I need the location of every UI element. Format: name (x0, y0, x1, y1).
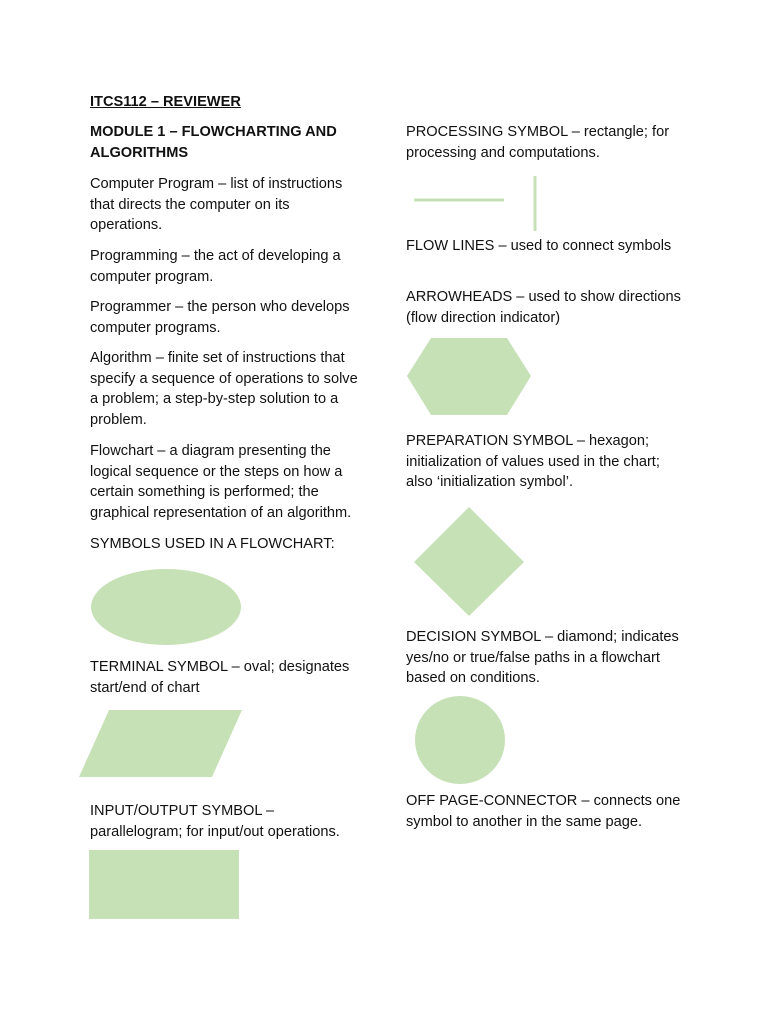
flow-lines-description: FLOW LINES – used to connect symbols (406, 238, 672, 254)
document-title: ITCS112 – REVIEWER (90, 94, 241, 110)
decision-symbol-description: DECISION SYMBOL – diamond; indicates yes/no or true/false paths in a flowchart based on conditions. (406, 629, 679, 687)
terminal-symbol-description: TERMINAL SYMBOL – oval; designates start/end of chart (90, 659, 350, 696)
diamond (414, 507, 524, 616)
definition-flowchart: Flowchart – a diagram presenting the logical sequence or the steps on how a certain something is performed; the graphical representation of an algorithm. (90, 443, 352, 521)
hexagon (407, 338, 531, 415)
preparation-symbol-description: PREPARATION SYMBOL – hexagon; initialization of values used in the chart; also ‘initialization symbol’. (406, 433, 660, 491)
oval (91, 569, 241, 645)
processing-rectangle-shape (89, 850, 239, 919)
off-page-connector-description: OFF PAGE-CONNECTOR – connects one symbol to another in the same page. (406, 793, 681, 830)
processing-symbol-description: PROCESSING SYMBOL – rectangle; for processing and computations. (406, 124, 670, 161)
parallelogram (79, 710, 242, 777)
input-output-parallelogram-shape (79, 710, 243, 778)
flow-lines-shape (414, 176, 540, 232)
decision-diamond-shape (414, 507, 525, 617)
definition-programming: Programming – the act of developing a computer program. (90, 248, 341, 285)
input-output-symbol-description: INPUT/OUTPUT SYMBOL – parallelogram; for input/out operations. (90, 803, 340, 840)
module-heading: MODULE 1 – FLOWCHARTING AND ALGORITHMS (90, 124, 337, 161)
circle (415, 696, 505, 784)
symbols-heading: SYMBOLS USED IN A FLOWCHART: (90, 536, 335, 552)
definition-programmer: Programmer – the person who develops computer programs. (90, 299, 350, 336)
off-page-connector-circle-shape (415, 696, 507, 786)
definition-algorithm: Algorithm – finite set of instructions that specify a sequence of operations to solve a problem; a step-by-step solution to a problem. (90, 350, 358, 428)
terminal-oval-shape (90, 568, 242, 646)
preparation-hexagon-shape (407, 338, 532, 416)
arrowheads-description: ARROWHEADS – used to show directions (flow direction indicator) (406, 289, 681, 326)
definition-computer-program: Computer Program – list of instructions that directs the computer on its operations. (90, 176, 343, 234)
